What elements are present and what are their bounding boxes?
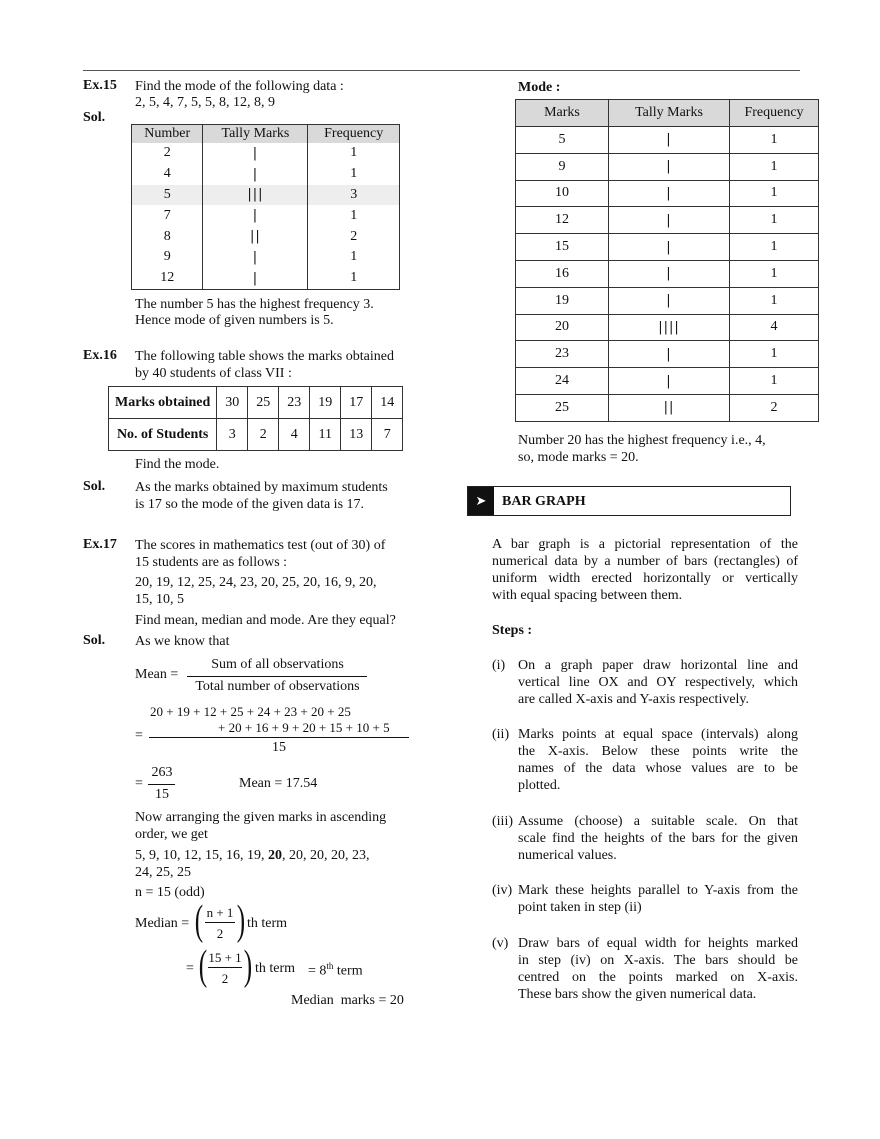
cell-tally: | xyxy=(609,180,730,207)
column-header: Marks xyxy=(516,100,609,127)
table-cell: 17 xyxy=(341,387,372,419)
ex15-label: Ex.15 xyxy=(83,78,117,93)
step-line: These bars show the given numerical data. xyxy=(518,987,757,1002)
median-label: Median = xyxy=(135,916,190,931)
cell-marks: 23 xyxy=(516,341,609,368)
th-term-label: th term xyxy=(255,961,296,976)
step-line: Mark these heights parallel to Y-axis from the xyxy=(518,883,798,898)
n-value: n = 15 (odd) xyxy=(135,885,205,900)
table-cell: 25 xyxy=(248,387,279,419)
cell-number: 2 xyxy=(132,143,203,164)
ex17-intro: As we know that xyxy=(135,634,230,649)
ex15-conclusion-line2: Hence mode of given numbers is 5. xyxy=(135,313,334,328)
term-word: term xyxy=(336,963,363,979)
result-denominator: 15 xyxy=(155,787,169,802)
table-cell: 13 xyxy=(341,419,372,451)
table-row xyxy=(516,260,819,287)
cell-frequency: 1 xyxy=(350,207,358,223)
table-row xyxy=(516,153,819,180)
left-paren: ( xyxy=(194,898,204,944)
sum-line1: 20 + 19 + 12 + 25 + 24 + 23 + 20 + 25 xyxy=(150,704,351,719)
cell-tally: | xyxy=(203,143,308,164)
cell-frequency: 1 xyxy=(730,341,819,368)
table-cell: 7 xyxy=(372,419,403,451)
table-cell: 14 xyxy=(372,387,403,419)
median-denominator-2: 2 xyxy=(221,971,229,986)
mode-frequency-table xyxy=(515,99,819,422)
step-number: (v) xyxy=(492,936,509,951)
eighth-term xyxy=(308,961,363,980)
ex16-sol-label: Sol. xyxy=(83,479,106,494)
table-row xyxy=(516,394,819,421)
ex17-sol-label: Sol. xyxy=(83,633,106,648)
step-line: Assume (choose) a suitable scale. On that xyxy=(518,814,798,829)
mean-result: Mean = 17.54 xyxy=(239,776,318,791)
intro-line: numerical data by a number of bars (rectangles) of xyxy=(492,554,798,569)
ex17-question-line5: Find mean, median and mode. Are they equal? xyxy=(135,613,396,628)
result-numerator: 263 xyxy=(151,765,173,780)
sum-denominator: 15 xyxy=(272,740,286,755)
cell-tally: | xyxy=(203,268,308,289)
cell-tally: | xyxy=(609,287,730,314)
table-row xyxy=(516,207,819,234)
table-cell: 3 xyxy=(217,419,248,451)
mode-title: Mode : xyxy=(518,80,561,95)
table-row xyxy=(132,247,400,268)
table-header-row xyxy=(516,100,819,127)
equals-sign: = xyxy=(186,961,194,976)
step-line: plotted. xyxy=(518,778,561,793)
table-cell: 23 xyxy=(279,387,310,419)
median-numerator: n + 1 xyxy=(206,905,234,920)
step-line: Marks points at equal space (intervals) along xyxy=(518,727,798,742)
table-row xyxy=(516,234,819,261)
cell-tally: || xyxy=(203,226,308,247)
cell-frequency: 1 xyxy=(730,207,819,234)
fraction-bar xyxy=(208,967,242,968)
equals-sign: = xyxy=(135,776,143,791)
ex17-question-line2: 15 students are as follows : xyxy=(135,555,288,570)
cell-marks: 9 xyxy=(516,153,609,180)
step-line: numerical values. xyxy=(518,848,617,863)
ex15-sol-label: Sol. xyxy=(83,110,106,125)
row-header: Marks obtained xyxy=(109,387,217,419)
table-row xyxy=(109,387,403,419)
cell-tally: | xyxy=(609,368,730,395)
table-row xyxy=(132,226,400,247)
cell-marks: 16 xyxy=(516,260,609,287)
ex16-label: Ex.16 xyxy=(83,348,117,363)
row-header: No. of Students xyxy=(109,419,217,451)
sequence-part: 5, 9, 10, 12, 15, 16, 19, xyxy=(135,848,265,863)
section-title: BAR GRAPH xyxy=(502,494,586,509)
column-header: Frequency xyxy=(308,125,400,144)
table-row xyxy=(109,419,403,451)
table-cell: 2 xyxy=(248,419,279,451)
cell-marks: 5 xyxy=(516,127,609,154)
ex15-conclusion-line1: The number 5 has the highest frequency 3. xyxy=(135,297,374,312)
cell-tally: | xyxy=(609,341,730,368)
ex17-question-line4: 15, 10, 5 xyxy=(135,592,184,607)
cell-tally: | xyxy=(203,164,308,185)
table-row xyxy=(132,205,400,226)
ex16-answer-line1: As the marks obtained by maximum students xyxy=(135,480,388,495)
th-term-label: th term xyxy=(247,916,288,931)
table-row xyxy=(132,185,400,206)
table-row xyxy=(516,314,819,341)
fraction-bar xyxy=(149,737,409,738)
table-cell: 4 xyxy=(279,419,310,451)
median-value-bold: 20 xyxy=(268,848,282,863)
intro-line: uniform width erected horizontally or vertically xyxy=(492,571,798,586)
column-header: Frequency xyxy=(730,100,819,127)
cell-frequency: 3 xyxy=(308,185,400,206)
ex17-question-line1: The scores in mathematics test (out of 30) of xyxy=(135,538,386,553)
cell-frequency: 1 xyxy=(730,234,819,261)
cell-frequency: 1 xyxy=(730,368,819,395)
table-row xyxy=(516,368,819,395)
cell-marks: 10 xyxy=(516,180,609,207)
eighth-value: = 8 xyxy=(308,963,327,979)
cell-marks: 15 xyxy=(516,234,609,261)
intro-line: A bar graph is a pictorial representation of the xyxy=(492,537,798,552)
sequence-part: , 20, 20, 20, 23, xyxy=(282,848,370,863)
cell-frequency: 1 xyxy=(730,260,819,287)
cell-frequency: 2 xyxy=(350,228,358,244)
cell-number: 5 xyxy=(132,185,203,206)
fraction-bar xyxy=(205,922,235,923)
cell-number: 7 xyxy=(132,205,203,226)
step-number: (ii) xyxy=(492,727,510,742)
fraction-bar xyxy=(187,676,367,677)
cell-tally: | xyxy=(609,260,730,287)
arrange-line1: Now arranging the given marks in ascending xyxy=(135,810,387,825)
ex16-question-line2: by 40 students of class VII : xyxy=(135,366,292,381)
median-marks-result: Median marks = 20 xyxy=(291,993,404,1008)
cell-number: 4 xyxy=(132,164,203,185)
column-header: Tally Marks xyxy=(609,100,730,127)
step-number: (iv) xyxy=(492,883,513,898)
mode-conclusion-line2: so, mode marks = 20. xyxy=(518,450,639,465)
cell-frequency: 1 xyxy=(730,180,819,207)
arrange-line2: order, we get xyxy=(135,827,208,842)
cell-tally: | xyxy=(203,205,308,226)
bar-graph-section-heading xyxy=(467,486,791,516)
table-header-row xyxy=(132,125,400,144)
table-cell: 11 xyxy=(310,419,341,451)
cell-tally: | xyxy=(609,234,730,261)
cell-marks: 12 xyxy=(516,207,609,234)
ex16-marks-table xyxy=(108,386,403,451)
step-number: (iii) xyxy=(492,814,513,829)
cell-marks: 25 xyxy=(516,394,609,421)
ex17-label: Ex.17 xyxy=(83,537,117,552)
cell-frequency: 1 xyxy=(350,270,358,286)
step-line: names of the data whose values are to be xyxy=(518,761,798,776)
ex16-question-line1: The following table shows the marks obtained xyxy=(135,349,394,364)
step-line: centred on the points marked on X-axis. xyxy=(518,970,798,985)
column-header: Tally Marks xyxy=(203,125,308,144)
table-row xyxy=(132,164,400,185)
ex15-question-line1: Find the mode of the following data : xyxy=(135,79,344,94)
mode-conclusion-line1: Number 20 has the highest frequency i.e., 4, xyxy=(518,433,766,448)
right-paren: ) xyxy=(236,898,246,944)
cell-frequency: 1 xyxy=(730,127,819,154)
cell-number: 12 xyxy=(132,268,203,289)
cell-tally: ||| xyxy=(203,185,308,206)
cell-frequency: 1 xyxy=(730,287,819,314)
table-row xyxy=(516,287,819,314)
left-paren: ( xyxy=(198,943,208,989)
median-denominator: 2 xyxy=(216,926,224,941)
mean-numerator: Sum of all observations xyxy=(211,657,344,672)
step-number: (i) xyxy=(492,658,506,673)
step-line: point taken in step (ii) xyxy=(518,900,642,915)
cell-tally: |||| xyxy=(609,314,730,341)
median-numerator-2: 15 + 1 xyxy=(208,950,242,965)
equals-sign: = xyxy=(135,728,143,743)
step-line: scale find the heights of the bars for the given xyxy=(518,831,798,846)
sorted-sequence-line2: 24, 25, 25 xyxy=(135,865,191,880)
mean-denominator: Total number of observations xyxy=(195,679,360,694)
cell-marks: 24 xyxy=(516,368,609,395)
cell-frequency: 1 xyxy=(350,145,358,161)
cell-tally: | xyxy=(609,153,730,180)
table-row xyxy=(516,341,819,368)
step-line: vertical line OX and OY respectively, which xyxy=(518,675,798,690)
table-cell: 30 xyxy=(217,387,248,419)
table-row xyxy=(516,127,819,154)
sum-line2: + 20 + 16 + 9 + 20 + 15 + 10 + 5 xyxy=(218,720,390,735)
steps-title: Steps : xyxy=(492,623,533,638)
right-paren: ) xyxy=(243,943,253,989)
mean-label: Mean = xyxy=(135,667,179,682)
arrow-icon: ➤ xyxy=(468,487,494,515)
cell-frequency: 1 xyxy=(350,166,358,182)
cell-frequency: 2 xyxy=(730,394,819,421)
column-header: Number xyxy=(132,125,203,144)
cell-tally: | xyxy=(609,207,730,234)
table-cell: 19 xyxy=(310,387,341,419)
cell-frequency: 4 xyxy=(730,314,819,341)
step-line: in step (iv) on X-axis. The bars should be xyxy=(518,953,798,968)
step-line: On a graph paper draw horizontal line and xyxy=(518,658,798,673)
cell-marks: 19 xyxy=(516,287,609,314)
cell-marks: 20 xyxy=(516,314,609,341)
cell-number: 9 xyxy=(132,247,203,268)
cell-number: 8 xyxy=(132,226,203,247)
step-line: the X-axis. Below these points write the xyxy=(518,744,798,759)
cell-frequency: 1 xyxy=(730,153,819,180)
superscript-th: th xyxy=(326,961,334,971)
ex15-frequency-table xyxy=(131,124,400,290)
cell-frequency: 1 xyxy=(350,249,358,265)
table-row xyxy=(516,180,819,207)
ex17-question-line3: 20, 19, 12, 25, 24, 23, 20, 25, 20, 16, 9, 20, xyxy=(135,575,377,590)
sorted-sequence-line1 xyxy=(135,847,370,864)
ex16-answer-line2: is 17 so the mode of the given data is 17. xyxy=(135,497,365,512)
table-row xyxy=(132,268,400,289)
ex15-question-line2: 2, 5, 4, 7, 5, 5, 8, 12, 8, 9 xyxy=(135,95,275,110)
step-line: Draw bars of equal width for heights marked xyxy=(518,936,798,951)
cell-tally: | xyxy=(203,247,308,268)
table-row xyxy=(132,143,400,164)
step-line: are called X-axis and Y-axis respectively. xyxy=(518,692,750,707)
cell-tally: || xyxy=(609,394,730,421)
fraction-bar xyxy=(148,784,175,785)
ex16-find-mode: Find the mode. xyxy=(135,457,220,472)
cell-tally: | xyxy=(609,127,730,154)
intro-line: with equal spacing between them. xyxy=(492,588,683,603)
top-rule xyxy=(83,70,800,71)
